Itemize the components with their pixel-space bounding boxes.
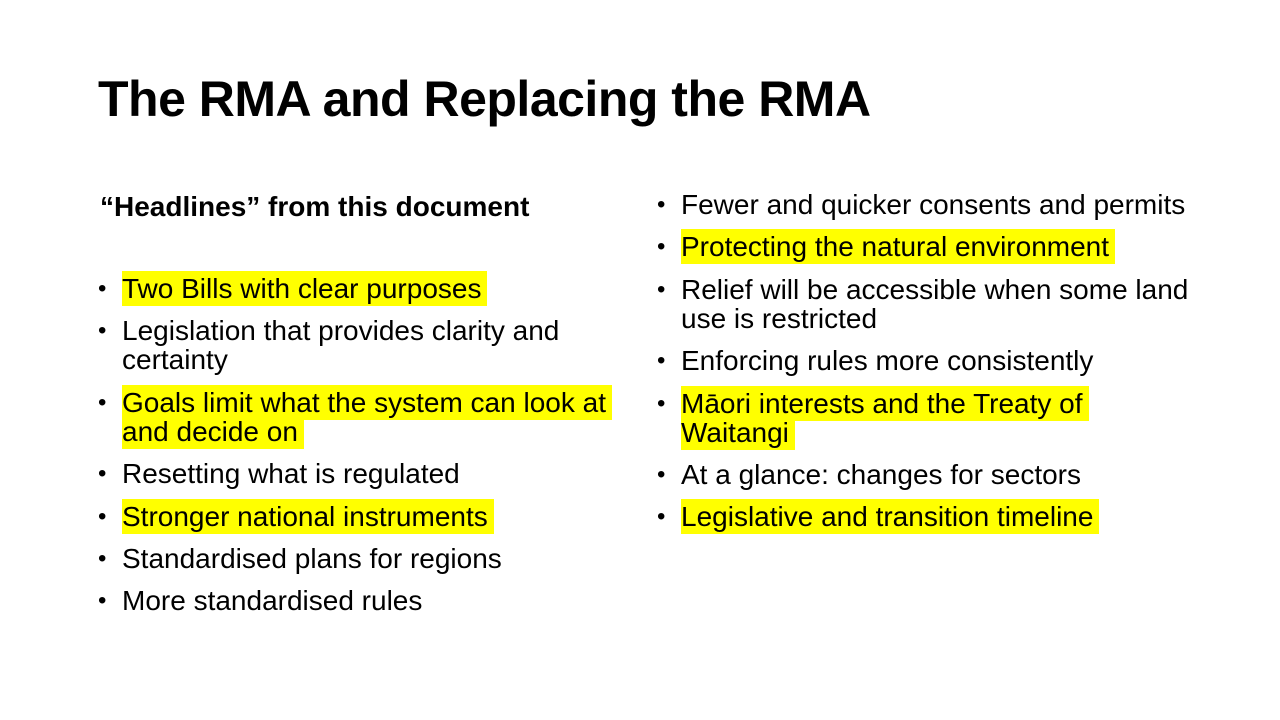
bullet-item [98, 586, 618, 615]
bullet-item [98, 316, 618, 374]
bullet-item [98, 502, 618, 531]
bullet-text: Legislative and transition timeline [681, 499, 1099, 534]
subheading: “Headlines” from this document [100, 191, 530, 222]
bullet-item [98, 274, 618, 303]
bullet-item [98, 388, 618, 446]
bullet-item [98, 459, 618, 488]
left-bullet-list [98, 274, 618, 629]
bullet-text: Fewer and quicker consents and permits [681, 189, 1186, 220]
bullet-dot-icon: • [98, 275, 107, 302]
right-bullet-list [657, 190, 1197, 545]
bullet-text: Māori interests and the Treaty of Waitangi [681, 386, 1089, 450]
bullet-dot-icon: • [98, 388, 107, 416]
bullet-dot-icon: • [98, 317, 107, 345]
bullet-dot-icon: • [657, 347, 666, 375]
bullet-text: Relief will be accessible when some land use is restricted [681, 273, 1189, 334]
bullet-text: Two Bills with clear purposes [122, 271, 487, 306]
bullet-item [657, 460, 1197, 489]
bullet-text: At a glance: changes for sectors [681, 458, 1081, 490]
bullet-dot-icon: • [657, 389, 666, 417]
bullet-text: Goals limit what the system can look at and decide on [122, 385, 612, 449]
bullet-item [98, 544, 618, 573]
bullet-dot-icon: • [657, 233, 666, 261]
bullet-text: Standardised plans for regions [122, 542, 502, 574]
bullet-item [657, 389, 1197, 447]
bullet-text: Legislation that provides clarity and certainty [122, 315, 560, 376]
bullet-dot-icon: • [657, 275, 666, 303]
bullet-item [657, 346, 1197, 375]
bullet-dot-icon: • [98, 502, 107, 530]
bullet-text: More standardised rules [122, 585, 423, 617]
bullet-item [657, 190, 1197, 219]
bullet-item [657, 502, 1197, 531]
bullet-dot-icon: • [98, 460, 107, 488]
bullet-text: Resetting what is regulated [122, 458, 460, 490]
bullet-dot-icon: • [98, 587, 107, 615]
bullet-dot-icon: • [98, 544, 107, 572]
bullet-dot-icon: • [657, 460, 666, 488]
bullet-dot-icon: • [657, 191, 666, 218]
bullet-text: Enforcing rules more consistently [681, 345, 1094, 377]
bullet-text: Protecting the natural environment [681, 229, 1115, 264]
bullet-text: Stronger national instruments [122, 499, 494, 534]
slide-title: The RMA and Replacing the RMA [98, 71, 871, 127]
bullet-item [657, 275, 1197, 333]
bullet-dot-icon: • [657, 503, 666, 531]
bullet-item [657, 232, 1197, 261]
